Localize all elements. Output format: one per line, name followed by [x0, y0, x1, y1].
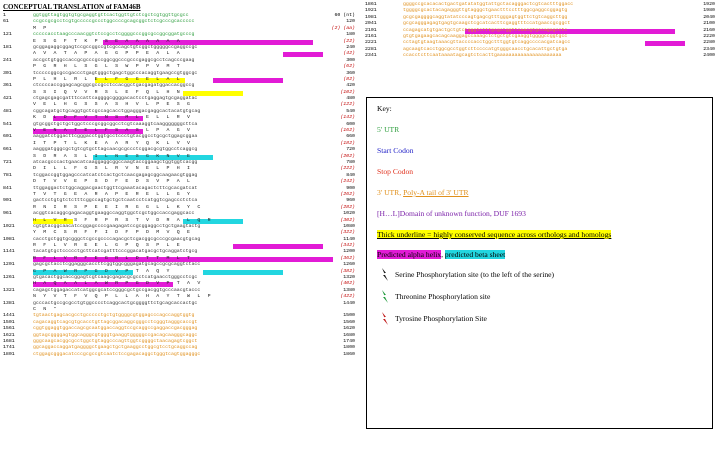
end-position: 1500 [343, 313, 355, 319]
end-position: (202) [340, 153, 355, 159]
nucleotide-row [3, 352, 355, 358]
position-number: 1681 [3, 338, 15, 344]
position-number: 1921 [365, 8, 377, 14]
nucleotide-sequence: cctagtgtaagtaaacgttaccccacctggctttggtgtcaggccccacgatcagcc [403, 40, 571, 46]
amino-acid-sequence: A V A T A P A G G P P E A L A [33, 51, 182, 57]
position-number: 901 [3, 198, 12, 204]
nucleotide-sequence: gagcgctacctcggagggcaccttcggtggcgggagatgcagccgcgcaggtctacc [33, 262, 201, 268]
position-number: 1021 [3, 223, 15, 229]
position-number: 1261 [3, 275, 15, 281]
key-utr3-label: 3' UTR [377, 188, 400, 197]
key-serine: Serine Phosphorylation site (to the left of the serine) [395, 270, 555, 279]
amino-acid-sequence: D I L L F G S L R V N E L P H I [33, 166, 193, 172]
nucleotide-sequence: acggtcacaggcgagacaggtgaaggccaggtggctcgctggccaccgaggcacc [33, 211, 195, 217]
position-number: 541 [3, 121, 12, 127]
end-position: (362) [340, 255, 355, 261]
position-number: 1321 [3, 287, 15, 293]
key-structure: Predicted alpha helix, predicted beta sheet [377, 250, 506, 259]
nucleotide-sequence: ccgccgcgcctcgtgcccccgccctggccccgcagcggctctcgcccgcaccccc [33, 19, 195, 25]
end-position: 1020 [343, 211, 355, 217]
tyrosine-bolt-icon [381, 312, 389, 325]
nucleotide-sequence: cagacaggtcagcgtgcacctgttagcggacaggcgggcctcgggtagggcaccgt [33, 319, 198, 325]
nucleotide-sequence: gactcctgtgtctctttcggccagtgctgctcaatcctcatggtcgagccctctca [33, 198, 198, 204]
amino-acid-sequence: T V T G E A R A P E R E L L G Y [33, 191, 193, 197]
end-position: 60 (nt) [334, 13, 355, 18]
position-number: 241 [3, 57, 12, 63]
position-number: 1141 [3, 249, 15, 255]
amino-acid-sequence: D T V V E P S D F E D S V P A L [33, 179, 193, 185]
amino-acid-sequence: Y M C S R F F I D F P D M V Q E [33, 230, 193, 236]
amino-acid-sequence: C N * [33, 306, 59, 312]
nucleotide-sequence: ctggagcgggacatcccgcgccgtcaatctccgagacaggctgggtcagtggagggc [33, 351, 201, 357]
position-number: 781 [3, 172, 12, 178]
end-position: (262) [340, 191, 355, 197]
end-position: (2) (aa) [331, 25, 355, 31]
nucleotide-sequence: aagggatgggcgctgtcgtgcttagcaacgcgccctcggacgcgtggcctcaggcg [33, 147, 198, 153]
nucleotide-sequence: cgtgtacggcaacatccggagccccgaagagatccgcggaggcctgctgaagtactg [33, 223, 201, 229]
end-position: 900 [346, 185, 355, 191]
end-position: (62) [343, 64, 355, 70]
end-position: (422) [340, 294, 355, 300]
position-number: 1621 [3, 332, 15, 338]
position-number: 361 [3, 83, 12, 89]
amino-acid-sequence: R F L V R F E G R L D T T M L T [33, 255, 193, 261]
end-position: 1080 [343, 223, 355, 229]
nucleotide-sequence: cagagctggagaccatcatggcgcatccgggcgctgccgacggtgcccaacgtaccc [33, 287, 201, 293]
position-number: 1381 [3, 300, 15, 306]
key-duf-domain: [H…L]Domain of unknown function, DUF 1693 [377, 209, 526, 218]
key-conserved: Thick underline = highly conserved sequence across orthologs and homologs [377, 230, 612, 239]
end-position: 1740 [343, 338, 355, 344]
end-position: 1200 [343, 249, 355, 255]
nucleotide-sequence: tgtaactgagcacgcctgccccctgctgtggggcgtggagcccagccaggtggtg [33, 313, 195, 319]
amino-acid-sequence: I T P T L K E A A R Y Q K L V V [33, 140, 193, 146]
end-position: 2340 [703, 46, 715, 52]
sequence-left-column [3, 2, 355, 358]
end-position: 1260 [343, 262, 355, 268]
end-position: (222) [340, 166, 355, 172]
end-position: 2400 [703, 53, 715, 59]
nucleotide-sequence: gtgcggctgctgctggctcccgcggcggcctcgtcaaaggtcaagggggggcttca [33, 121, 198, 127]
serine-bolt-icon [381, 268, 389, 281]
end-position: 1680 [343, 332, 355, 338]
end-position: 300 [346, 57, 355, 63]
nucleotide-row [365, 53, 717, 59]
end-position: 2280 [703, 40, 715, 46]
position-number: 2341 [365, 53, 377, 59]
end-position: (142) [340, 115, 355, 121]
nucleotide-sequence: agcaagtcacctggcgcctggtcttccccatgtgggcaacctgcacattgctgtga [403, 46, 568, 52]
nucleotide-sequence: ggtggttagtggtgtgcgaggtgttcactggttgtctcgctcgtggttgcgcc [33, 13, 189, 18]
end-position: (242) [340, 179, 355, 185]
end-position: 1380 [343, 287, 355, 293]
amino-acid-sequence: G P A W R P G D V P T A Q Y [33, 268, 172, 274]
amino-acid-sequence: V E L H G S S A S H V L P E S G [33, 102, 193, 108]
nucleotide-sequence: ctgagcgagcgatttccattcaggggcggggacactcctgaggagtgcgaggatac [33, 96, 198, 102]
key-utr3: 3' UTR, Poly-A tail of 3' UTR [377, 188, 469, 197]
amino-acid-sequence: R F L V R E E L G P Q S P L E [33, 243, 182, 249]
end-position: 240 [346, 44, 355, 50]
end-position: 2100 [703, 21, 715, 27]
nucleotide-sequence: cccccacctaagcccaacggtctccgcctcggggcccggcgccggcggatgcccg [33, 32, 195, 38]
key-utr5: 5' UTR [377, 125, 400, 134]
end-position: 480 [346, 96, 355, 102]
end-position: 2160 [703, 27, 715, 33]
nucleotide-sequence: tcggaccggtggagcccatcatctcactgctcaacgagagcggcaagaacgtggag [33, 172, 198, 178]
legend-key-box [366, 97, 713, 429]
nucleotide-sequence: ccacctcttcaataaaatagcagtctcacttgaaaaaaaaaaaaaaaaaaaaaa [403, 53, 562, 59]
position-number: 421 [3, 96, 12, 102]
end-position: (402) [340, 281, 355, 287]
position-number: 1201 [3, 262, 15, 268]
amino-acid-sequence: K D L D F V T N S M L E L L R V [33, 115, 193, 121]
nucleotide-sequence: gggcaagcacggcgcctggctgtaggcccagttggtcggggctaacagagtcggct [33, 338, 198, 344]
position-number: 1801 [3, 351, 15, 357]
position-number: 121 [3, 32, 12, 38]
position-number: 1561 [3, 326, 15, 332]
end-position: 1800 [343, 345, 355, 351]
amino-acid-sequence: H A Q A A L A W R P G D V P T A V [33, 281, 203, 287]
left-sequence-rows [3, 13, 355, 358]
end-position: 360 [346, 70, 355, 76]
end-position: (122) [340, 102, 355, 108]
end-position: 780 [346, 159, 355, 165]
end-position: 1920 [703, 2, 715, 7]
end-position: (42) [343, 51, 355, 57]
amino-acid-sequence: R N I R S P E E I R G G L L K Y C [33, 204, 203, 210]
end-position: 1620 [343, 326, 355, 332]
position-number: 601 [3, 134, 12, 140]
end-position: (282) [340, 204, 355, 210]
end-position: 1140 [343, 236, 355, 242]
key-heading: Key: [377, 104, 392, 113]
position-number: 2221 [365, 40, 377, 46]
position-number: 961 [3, 211, 12, 217]
end-position: 1860 [343, 351, 355, 357]
nucleotide-sequence: gcccactgccgcgcctgtggcccctcaggcactgcggggttctgcagcaccactgc [33, 300, 198, 306]
position-number: 61 [3, 19, 9, 25]
amino-acid-sequence: M P [33, 25, 49, 31]
end-position: 2040 [703, 14, 715, 20]
key-tyrosine: Tyrosine Phosphorylation Site [395, 314, 487, 323]
end-position: (102) [340, 89, 355, 95]
position-number: 2101 [365, 27, 377, 33]
position-number: 1081 [3, 236, 15, 242]
position-number: 1501 [3, 319, 15, 325]
position-number: 481 [3, 108, 12, 114]
page-title: CONCEPTUAL TRANSLATION of FAM46B [3, 3, 141, 11]
position-number: 721 [3, 159, 12, 165]
nucleotide-sequence: aaggatctggacttcgggacctggtgcctccctgtacggcctgcgctggagcggaa [33, 134, 198, 140]
position-number: 2281 [365, 46, 377, 52]
end-position: 540 [346, 108, 355, 114]
right-sequence-rows [365, 2, 717, 60]
nucleotide-sequence: ttggaggactctggcaggacgaactggttcgaaatacagactcttcgcacgatcat [33, 185, 198, 191]
position-number: 1 [3, 13, 6, 18]
nucleotide-sequence: cacctgctggtgcgggctcgccgccccagacgctcgacggcgcccgcgaacgtgcag [33, 236, 201, 242]
end-position: (82) [343, 76, 355, 82]
end-position: 420 [346, 83, 355, 89]
amino-acid-sequence: H L V R S F R P R S T V D R A L Q R [33, 217, 213, 223]
nucleotide-sequence: ccagagcatgtgactgctgtctgggtctttgcgctggttcaacgtgccagagcctc [403, 27, 568, 33]
nucleotide-sequence: tacatgtgctccccctgcttcatcgatttcccggacatgacgctgcaggatctgcg [33, 249, 198, 255]
end-position: (382) [340, 268, 355, 274]
end-position: (182) [340, 140, 355, 146]
end-position: (162) [340, 128, 355, 134]
amino-acid-sequence: V E N A T E L F S A S L P A G V [33, 128, 193, 134]
end-position: 660 [346, 134, 355, 140]
nucleotide-sequence: atcacgcccactgaacatcaaggaggcggccaagtaccggaagctggtggtcacgg [33, 159, 198, 165]
key-helix: Predicted alpha helix [377, 250, 442, 259]
nucleotide-sequence: ggggccgcacacactgactgatatatggtattgctacagggactcgtcactttggacc [403, 2, 574, 7]
key-sheet: predicted beta sheet [444, 250, 506, 259]
end-position: 1980 [703, 8, 715, 14]
end-position: 120 [346, 19, 355, 25]
end-position: 960 [346, 198, 355, 204]
nucleotide-sequence: ggtagcggggagtggcagggcgtgggtgaaggtgggggccgacagcaagggcaggc [33, 332, 198, 338]
nucleotide-sequence: tggggcgcactacagagggttgtagggctgaactttcctttggcgaggccggagtg [403, 8, 568, 14]
position-number: 1861 [365, 2, 377, 7]
position-number: 301 [3, 70, 12, 76]
nucleotide-sequence: ctccccaccggagcagcggcgccgcctccacggctgacgagatggaccacggccg [33, 83, 195, 89]
key-start-codon: Start Codon [377, 146, 414, 155]
end-position: 180 [346, 32, 355, 38]
position-number: 2041 [365, 21, 377, 27]
end-position: 2220 [703, 33, 715, 39]
end-position: 1320 [343, 275, 355, 281]
end-position: 720 [346, 147, 355, 153]
position-number: 1441 [3, 313, 15, 319]
sequence-right-column [365, 2, 717, 60]
position-number: 1741 [3, 345, 15, 351]
nucleotide-sequence: gcgcgaggggcaggtatatcccagtgagcgtttgggagtggttctgtcaggcttgg [403, 14, 568, 20]
key-stop-codon: Stop Codon [377, 167, 414, 176]
end-position: (342) [340, 243, 355, 249]
nucleotide-sequence: gcgcagggagagtgagtgcaagctcgcatcacttcgaggtttccatgaaccgcggct [403, 21, 571, 27]
threonine-bolt-icon [381, 290, 389, 303]
key-threonine: Threonine Phosphorylation site [395, 292, 491, 301]
amino-acid-sequence: N Y V T F V Q P L L A H A Y T W L P [33, 294, 213, 300]
amino-acid-sequence: P L H L R L E L F G G E L A L [33, 76, 182, 82]
position-number: 181 [3, 44, 12, 50]
end-position: (302) [340, 217, 355, 223]
amino-acid-sequence: P G R H L S G L S W P P V M T [33, 64, 182, 70]
end-position: 1440 [343, 300, 355, 306]
nucleotide-sequence: gcggagaggcggagtccgccggccgtcgccagctgtcggctgggggccgaggccgc [33, 44, 198, 50]
end-position: (322) [340, 230, 355, 236]
nucleotide-sequence: cggcagatgctgcaggtgctcgccagcacctggagggacgaggcactacatgtgcag [33, 108, 201, 114]
position-number: 1981 [365, 14, 377, 20]
end-position: (22) [343, 38, 355, 44]
nucleotide-sequence: gtgacactggcaccggagtcgtcaagcgagacgcgcctcatgaacctgggcctcgc [33, 275, 198, 281]
key-polya-label: Poly-A tail of 3' UTR [403, 188, 469, 197]
end-position: 840 [346, 172, 355, 178]
nucleotide-sequence: cggtggaggtggaccagcgcaatggaccaggtccgcaggccgaggaccgacgggag [33, 326, 198, 332]
position-number: 841 [3, 185, 12, 191]
nucleotide-sequence: tcccccggcgccgaccctgagtgggctgagctggcccacaggtgaagccgtggcgc [33, 70, 198, 76]
amino-acid-sequence: S D R A S L I L N E S G K N V E [33, 153, 193, 159]
nucleotide-sequence: gtgtgagaagcacagcaaggagccaaagctctgctgtcgaaggtggggccggtgcc [403, 33, 568, 39]
amino-acid-sequence: E S G F T K P S E A A A A A A [33, 38, 182, 44]
end-position: 1560 [343, 319, 355, 325]
nucleotide-sequence: accgctgtggccaccgcgcccgccggcggcccgcccgaggcgcctcagcccgaag [33, 57, 195, 63]
amino-acid-sequence: S S I Q V V R S L E F Q L H N [33, 89, 182, 95]
nucleotide-sequence: ggcaggaccaggatgaggggctgaagctgctgaaggcctggcgtcctgcaggccag [33, 345, 198, 351]
position-number: 661 [3, 147, 12, 153]
end-position: 600 [346, 121, 355, 127]
position-number: 2161 [365, 33, 377, 39]
